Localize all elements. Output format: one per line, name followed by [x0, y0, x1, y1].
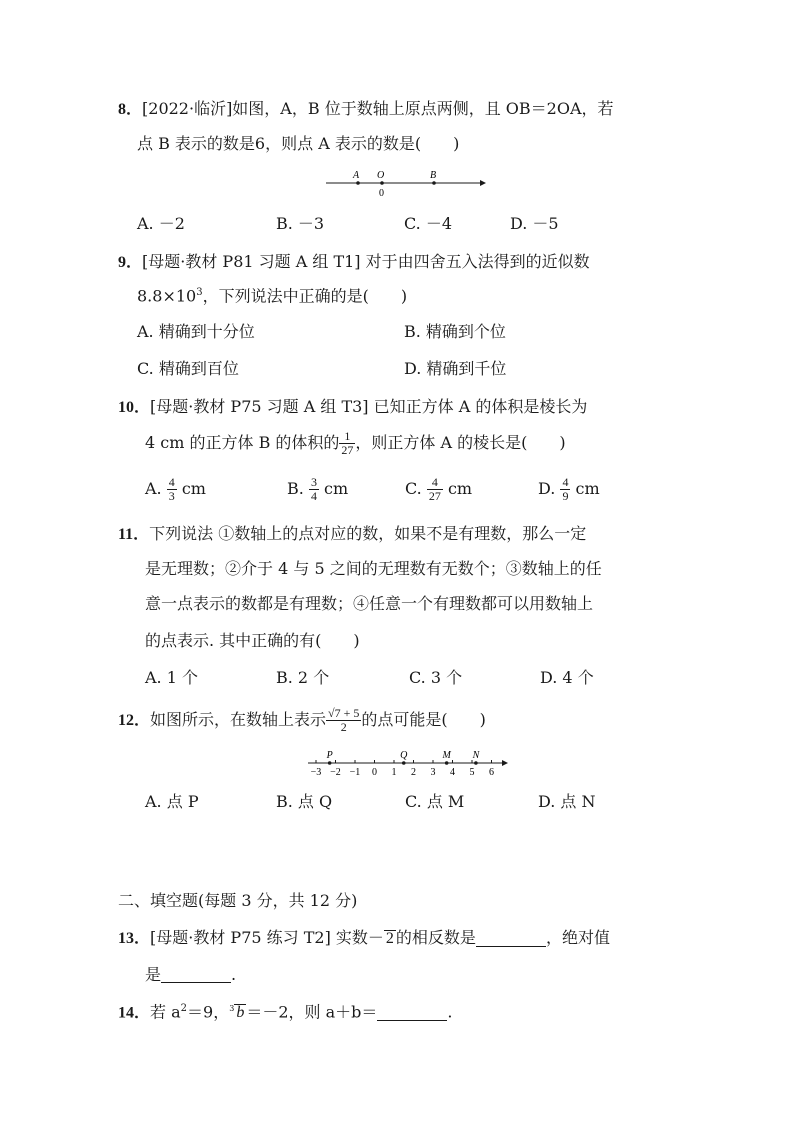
- tick-label: −3: [310, 767, 322, 778]
- option-b: B. $\frac{3}{4}$ cm: [287, 474, 349, 503]
- question-text: [母题·教材 P81 习题 A 组 T1] 对于由四舍五入法得到的近似数: [142, 252, 590, 271]
- point-a: [356, 181, 360, 185]
- option-a: A. －2: [137, 214, 185, 233]
- axis-arrow: [480, 180, 486, 186]
- question-11: [118, 526, 586, 543]
- option-c: C. 点 M: [405, 792, 465, 811]
- tick-label: 4: [450, 767, 455, 778]
- label-zero: 0: [379, 188, 384, 199]
- point-b: [432, 181, 436, 185]
- question-number: 12．: [118, 712, 151, 729]
- option-a: A. 点 P: [145, 792, 199, 811]
- point-label-p: P: [326, 750, 333, 761]
- tick-label: −1: [349, 767, 361, 778]
- option-a: A. $\frac{4}{3}$ cm: [145, 474, 206, 503]
- option-b: B. 2 个: [276, 668, 330, 687]
- answer-blank[interactable]: [476, 945, 546, 947]
- question-text: 的点表示. 其中正确的有( ): [145, 631, 360, 650]
- question-13: 13．[母题·教材 P75 练习 T2] 实数－ 2 的相反数是 ，绝对值: [118, 928, 610, 947]
- question-text: 如图所示，在数轴上表示: [150, 710, 327, 729]
- tick-label: 0: [372, 767, 377, 778]
- option-d: D. 精确到千位: [404, 359, 507, 378]
- option-d: D. $\frac{4}{9}$ cm: [538, 474, 600, 503]
- tick-label: 3: [430, 767, 436, 778]
- tick-label: 6: [489, 767, 494, 778]
- axis-arrow: [502, 760, 508, 766]
- point-o: [380, 181, 384, 185]
- question-12: [118, 704, 486, 737]
- option-b: B. 点 Q: [276, 792, 333, 811]
- point-label-q: Q: [400, 750, 408, 761]
- question-number: 14．: [118, 1004, 151, 1022]
- option-b: B. 精确到个位: [404, 322, 506, 341]
- option-c: C. 精确到百位: [137, 359, 239, 378]
- label-o: O: [377, 170, 385, 181]
- section-title: 二、填空题(每题 3 分，共 12 分): [118, 891, 358, 910]
- question-8: [118, 101, 614, 118]
- question-number: 10．: [118, 399, 151, 416]
- option-d: D. －5: [510, 214, 559, 233]
- point-p: [328, 761, 332, 765]
- question-text: [2022·临沂]如图，A，B 位于数轴上原点两侧，且 OB＝2OA，若: [142, 99, 614, 118]
- question-text: 4 cm 的正方体 B 的体积的 $\frac{1}{27}$ ，则正方体 A 的棱长是( ): [145, 428, 566, 457]
- question-text: 点 B 表示的数是6，则点 A 表示的数是( ): [137, 134, 460, 153]
- square-root: 2: [385, 930, 394, 947]
- question-text: 是 .: [145, 965, 237, 984]
- root-index: 3: [229, 1004, 235, 1013]
- question-number: 13．: [118, 930, 151, 947]
- point-n: [474, 761, 478, 765]
- tick-label: 1: [391, 767, 397, 778]
- number-line-figure-q8: [320, 166, 490, 202]
- label-b: B: [430, 170, 437, 181]
- fraction: $\frac{√7 + 5}{2}$: [328, 705, 360, 734]
- answer-blank[interactable]: [377, 1019, 447, 1021]
- option-b: B. －3: [276, 214, 325, 233]
- option-c: C. －4: [404, 214, 453, 233]
- question-number: 8．: [118, 101, 143, 118]
- answer-blank[interactable]: [161, 981, 231, 983]
- question-text: 的点可能是( ): [361, 710, 486, 729]
- question-10: [118, 399, 587, 416]
- cube-root: b: [236, 1004, 245, 1022]
- question-text: [母题·教材 P75 习题 A 组 T3] 已知正方体 A 的体积是棱长为: [150, 397, 588, 416]
- option-d: D. 4 个: [540, 668, 594, 687]
- question-text: 意一点表示的数都是有理数；④任意一个有理数都可以用数轴上: [145, 594, 594, 613]
- point-label-m: M: [442, 750, 451, 761]
- option-c: C. 3 个: [409, 668, 463, 687]
- option-a: A. 精确到十分位: [137, 322, 255, 341]
- option-d: D. 点 N: [538, 792, 596, 811]
- tick-label: −2: [330, 767, 341, 778]
- question-text: 是无理数；②介于 4 与 5 之间的无理数有无数个；③数轴上的任: [145, 559, 602, 578]
- tick-label: 5: [469, 767, 475, 778]
- question-14: 14．若 $a^2=9$，$^3$ b ＝－2，则 a＋b＝ .: [118, 1002, 453, 1022]
- question-text: 下列说法 ①数轴上的点对应的数，如果不是有理数，那么一定: [149, 524, 587, 543]
- point-label-n: N: [472, 750, 480, 761]
- option-c: C. $\frac{4}{27}$ cm: [405, 474, 473, 503]
- question-number: 11．: [118, 526, 150, 543]
- tick-label: 2: [411, 767, 416, 778]
- number-line-figure-q12: [300, 744, 515, 780]
- point-q: [402, 761, 406, 765]
- fraction: $\frac{1}{27}$: [341, 428, 354, 457]
- question-number: 9．: [118, 254, 143, 271]
- label-a: A: [353, 170, 360, 181]
- question-9: [118, 254, 590, 271]
- question-text: $8.8\times 10^3$，下列说法中正确的是( ): [137, 286, 408, 306]
- point-m: [445, 761, 449, 765]
- option-a: A. 1 个: [145, 668, 198, 687]
